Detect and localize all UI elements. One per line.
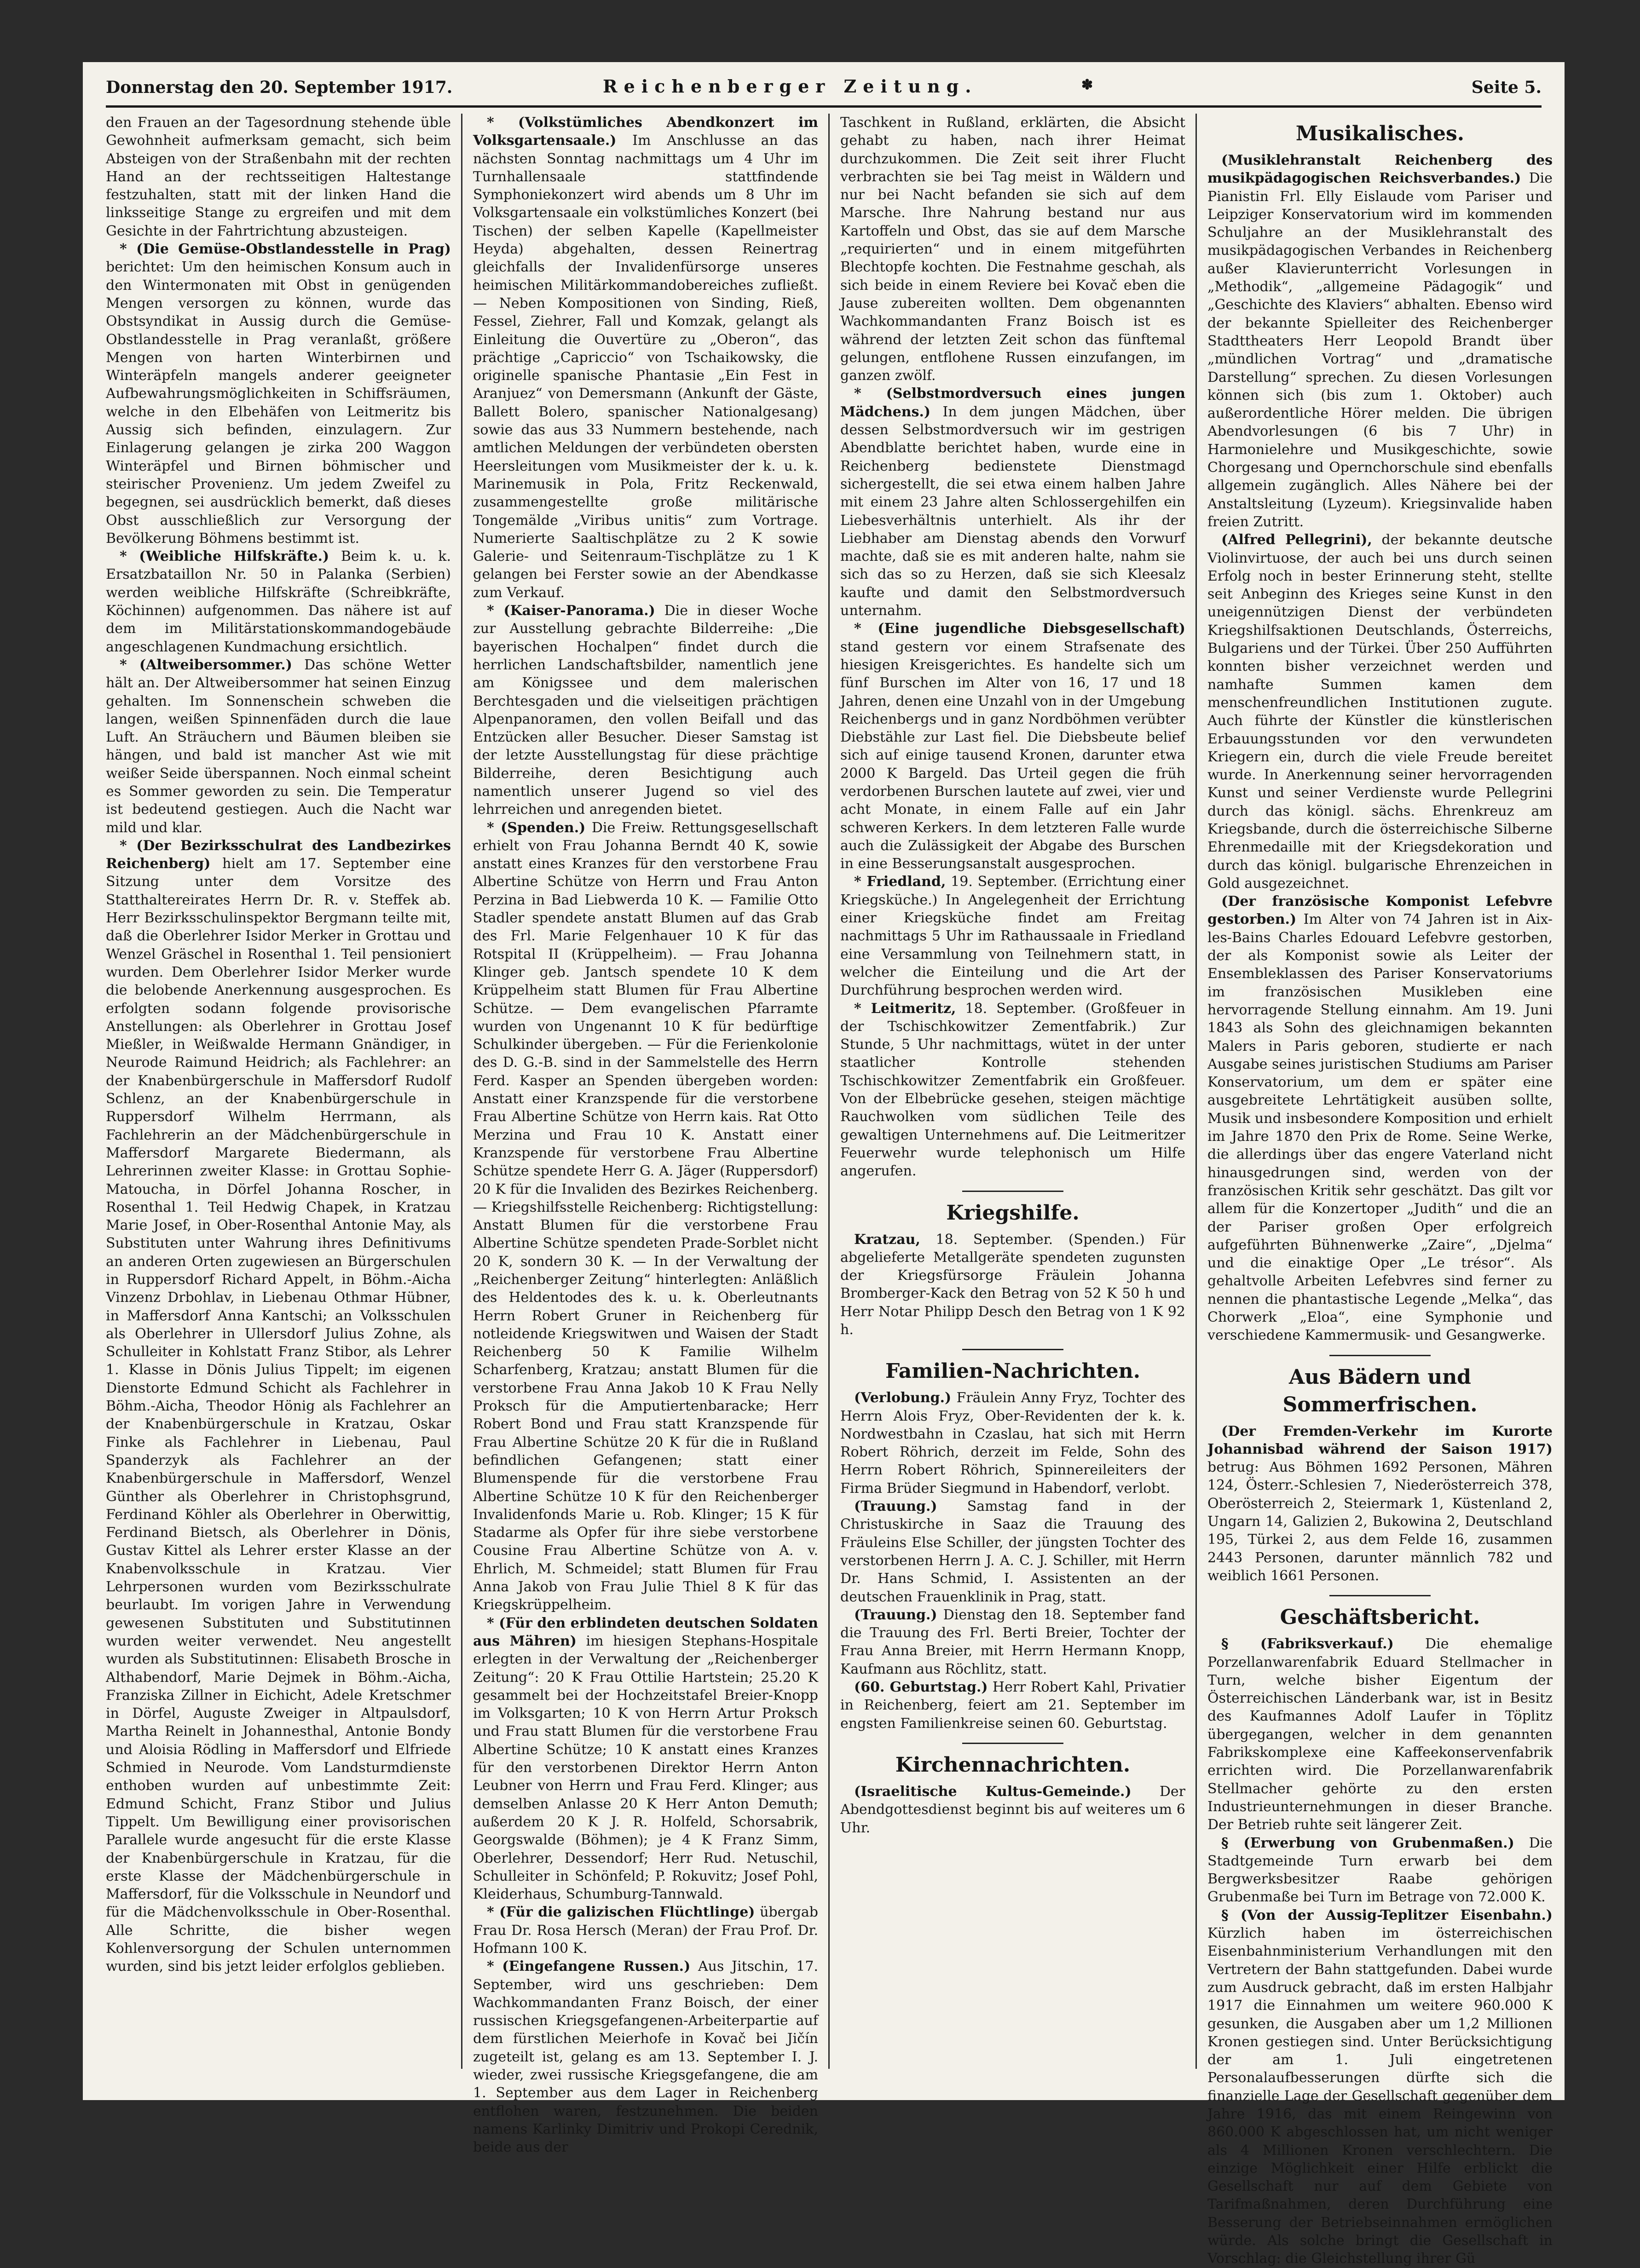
article-paragraph [473, 114, 818, 602]
article-heading: § (Erwerbung von Grubenmaßen.) [1221, 1835, 1514, 1851]
article-paragraph [106, 656, 451, 837]
article-text: Herr Robert Kahl, Privatier in Reichenberg, feiert am 21. September im engsten Familienkreise seinen 60. Geburtstag. [840, 1679, 1185, 1732]
article-text: Der Abendgottesdienst beginnt bis auf weiteres um 6 Uhr. [840, 1783, 1186, 1836]
article-text: übergab Frau Dr. Rosa Hersch (Meran) der Frau Prof. Dr. Hofmann 100 K. [473, 1904, 818, 1957]
article-paragraph [840, 620, 1185, 873]
article-text: Aus Jitschin, 17. September, wird uns geschrieben: Dem Wachkommandanten Franz Boisch, der einer russischen Kriegsgefangenen-Arbeiterpartie auf dem fürstlichen Meierhofe in Kovač bei Jičín zugeteilt ist, gelang es am 13. September I. J. wieder, zwei russische Kriegsgefangene, die am 1. September aus dem Lager in Reichenberg entflohen waren, festzunehmen. Die beiden namens Karlinky Dimitriv und Prokopi Cerednik, beide aus der [473, 1958, 818, 2156]
article-text: berichtet: Um den heimischen Konsum auch in den Wintermonaten mit Obst in genügenden Mengen versorgen zu können, wurde das Obstsyndikat in Aussig durch die Gemüse-Obstlandesstelle in Prag veranlaßt, größere Mengen von harten Winterbirnen und Winteräpfeln mangels anderer geeigneter Aufbewahrungsmöglichkeiten in Schiffsräumen, welche in den Elbehäfen von Leitmeritz bis Aussig sich befinden, einzulagern. Zur Einlagerung gelangen je zirka 200 Waggon Winteräpfel und Birnen böhmischer und steirischer Provenienz. Um jedem Zweifel zu begegnen, sei ausdrücklich bemerkt, daß dieses Obst ausschließlich zur Versorgung der Bevölkerung Böhmens bestimmt ist. [106, 259, 451, 547]
article-heading: § (Fabriksverkauf.) [1221, 1636, 1394, 1652]
newspaper-page [83, 62, 1565, 2267]
header-date: Donnerstag den 20. September 1917. [106, 78, 453, 97]
article-paragraph [840, 1000, 1185, 1180]
article-paragraph [1207, 1635, 1553, 1834]
article-paragraph [106, 240, 451, 547]
column-4 [1207, 114, 1553, 2267]
article-text: der bekannte deutsche Violinvirtuose, der auch bei uns durch seinen Erfolg noch in bester Erinnerung steht, stellte seit Anbeginn des Krieges seine Kunst in den uneigennützigen Dienst der verbündeten Kriegshilfsaktionen Deutschlands, Österreichs, Bulgariens und der Türkei. Über 250 Aufführten konnten bisher verzeichnet werden und namhafte Summen kamen dem menschenfreundlichen Institutionen zugute. Auch führte der Künstler die künstlerischen Erbauungsstunden vor den verwundeten Kriegern ein, durch die viele Freude bereitet wurde. In Anerkennung seiner hervorragenden Kunst und seiner Verdienste wurde Pellegrini durch das königl. sächs. Ehrenkreuz am Kriegsbande, durch die österreichische Silberne Ehrenmedaille mit der Kriegsdekoration und durch das königl. bulgarische Ehrenzeichen in Gold ausgezeichnet. [1207, 532, 1553, 892]
article-paragraph [106, 547, 451, 656]
article-heading: (Israelitische Kultus-Gemeinde.) [854, 1783, 1132, 1800]
article-paragraph [1207, 1834, 1553, 1906]
article-paragraph [106, 837, 451, 1976]
section-divider [962, 1743, 1063, 1744]
article-text: Beim k. u. k. Ersatzbataillon Nr. 50 in Palanka (Serbien) werden weibliche Hilfskräfte (Schreibkräfte, Köchinnen) aufgenommen. Das nähere ist auf dem im Militärstationskommandogebäude angeschlagenen Kundmachung ersichtlich. [106, 548, 451, 655]
article-heading: (60. Geburtstag.) [854, 1679, 988, 1696]
article-text: Die Pianistin Frl. Elly Eislaude vom Pariser und Leipziger Konservatorium wird im kommenden Schuljahre an der Musiklehranstalt des musikpädagogischen Verbandes in Reichenberg außer Klavierunterricht Vorlesungen in „Methodik“, „allgemeine Pädagogik“ und „Geschichte des Klaviers“ abhalten. Ebenso wird der bekannte Spielleiter des Reichenberger Stadttheaters Herr Leopold Brandt über „mündlichen Vortrag“ und „dramatische Darstellung“ sprechen. Zu diesen Vorlesungen können sich (bis zum 1. Oktober) auch außerordentliche Hörer melden. Die übrigen Abendvorlesungen (6 bis 7 Uhr) in Harmonielehre und Musikgeschichte, sowie Chorgesang und Opernchorschule sind ebenfalls allgemein zugänglich. Alles Nähere bei der Anstaltsleitung (Lyzeum). Kriegsinvalide haben freien Zutritt. [1207, 170, 1553, 530]
article-heading: * Leitmeritz, [854, 1000, 956, 1017]
article-heading: (Der französische Komponist Lefebvre gestorben.) [1207, 893, 1553, 928]
article-heading: (Trauung.) [854, 1606, 937, 1623]
article-paragraph [473, 819, 818, 1614]
article-heading: * (Spenden.) [487, 819, 586, 836]
article-paragraph [840, 1231, 1185, 1339]
section-divider [962, 1349, 1063, 1350]
article-text: 19. September. (Errichtung einer Kriegsküche.) In Angelegenheit der Errichtung einer Kriegsküche findet am Freitag nachmittags 5 Uhr im Rathaussaale in Friedland eine Versammlung von Teilnehmern statt, in welcher die Einteilung und die Art der Durchführung besprochen werden wird. [840, 874, 1185, 999]
article-heading: * (Eingefangene Russen.) [487, 1958, 691, 1975]
article-text: den Frauen an der Tagesordnung stehende üble Gewohnheit aufmerksam gemacht, sich beim Absteigen von der Straßenbahn mit der rechten Hand an der rechtsseitigen Haltestange festzuhalten, statt mit der linken Hand die linksseitige Stange zu ergreifen und mit dem Gesichte in der Fahrtrichtung abzusteigen. [106, 115, 451, 239]
page-header [106, 72, 1542, 108]
article-text: Die Stadtgemeinde Turn erwarb bei dem Bergwerksbesitzer Raabe gehörigen Grubenmaße bei Turn im Betrage von 72.000 K. [1207, 1835, 1553, 1905]
article-text: Die in dieser Woche zur Ausstellung gebrachte Bilderreihe: „Die bayerischen Hochalpen“ findet durch die herrlichen Landschaftsbilder, namentlich jene am Königssee und dem malerischen Berchtesgaden und die vielseitigen prächtigen Alpenpanoramen, den vollen Beifall und das Entzücken aller Besucher. Dieser Samstag ist der letzte Ausstellungstag für diese prächtige Bilderreihe, deren Besichtigung auch namentlich unserer Jugend so viel des lehrreichen und anregenden bietet. [473, 603, 819, 818]
article-heading: * (Volkstümliches Abendkonzert im Volksgartensaale.) [473, 115, 818, 149]
article-text: Im Alter von 74 Jahren ist in Aix-les-Bains Charles Edouard Lefebvre gestorben, der als Komponist sowie als Leiter der Ensembleklassen des Pariser Konservatoriums im französischen Musikleben eine hervorragende Stellung einnahm. Am 19. Juni 1843 als Sohn des gleichnamigen bekannten Malers in Paris geboren, studierte er nach Ausgabe seines juristischen Studiums am Pariser Konservatorium, um dem er später eine ausgebreitete Lehrtätigkeit ausüben sollte, Musik und insbesondere Komposition und erhielt im Jahre 1870 den Prix de Rome. Seine Werke, die allerdings über das engere Vaterland nicht hinausgedrungen sind, werden von der französischen Kritik sehr geschätzt. Das gilt vor allem für die Konzertoper „Judith“ und die an der Pariser großen Oper erfolgreich aufgeführten Bühnenwerke „Zaire“, „Djelma“ und die einaktige Oper „Le trésor“. Als gehaltvolle Arbeiten Lefebvres sind ferner zu nennen die phantastische Legende „Melka“, das Chorwerk „Eloa“, eine Symphonie und verschiedene Kammermusik- und Gesangwerke. [1207, 911, 1553, 1344]
article-heading: Kratzau, [854, 1231, 920, 1248]
article-paragraph [840, 385, 1185, 620]
column-2 [473, 114, 819, 2156]
section-heading-baeder: Aus Bädern und Sommerfrischen. [1282, 1365, 1478, 1416]
article-paragraph [473, 602, 818, 819]
article-paragraph [840, 1678, 1185, 1733]
article-text: Das schöne Wetter hält an. Der Altweibersommer hat seinen Einzug gehalten. Im Sonnenschein schweben die langen, weißen Spinnenfäden durch die laue Luft. An Sträuchern und Bäumen bleiben sie hängen, und bald ist mancher Ast wie mit weißer Seide überspannen. Noch einmal scheint es Sommer geworden zu sein. Die Temperatur ist bedeutend gestiegen. Auch die Nacht war mild und klar. [106, 656, 451, 836]
article-paragraph [1207, 1422, 1553, 1585]
article-paragraph [840, 1606, 1185, 1678]
article-heading: (Trauung.) [854, 1498, 937, 1515]
article-text: 18. September. (Spenden.) Für abgelieferte Metallgeräte spendeten zugunsten der Kriegsfürsorge Fräulein Johanna Bromberger-Kack den Betrag von 52 K 50 h und Herr Notar Philipp Desch den Betrag von 1 K 92 h. [840, 1231, 1185, 1338]
article-paragraph [840, 1497, 1185, 1606]
article-heading: * (Der Bezirksschulrat des Landbezirkes Reichenberg) [106, 837, 451, 872]
article-paragraph [473, 1614, 818, 1904]
article-heading: (Musiklehranstalt Reichenberg des musikpädagogischen Reichsverbandes.) [1207, 152, 1553, 187]
section-heading-kriegshilfe: Kriegshilfe. [946, 1201, 1080, 1225]
section-divider [1329, 1355, 1431, 1356]
section-divider [962, 1191, 1063, 1192]
article-heading: * (Selbstmordversuch eines jungen Mädchens.) [840, 386, 1185, 420]
article-heading: § (Von der Aussig-Teplitzer Eisenbahn.) [1221, 1907, 1553, 1923]
section-heading-familien: Familien-Nachrichten. [885, 1359, 1141, 1383]
article-text: Samstag fand in der Christuskirche in Saaz die Trauung des Fräuleins Else Schiller, der jüngsten Tochter des verstorbenen Herrn J. A. C. J. Schiller, mit Herrn Dr. Hans Schmid, I. Assistenten an der deutschen Frauenklinik in Prag, statt. [840, 1498, 1185, 1605]
article-paragraph [1207, 531, 1553, 892]
article-paragraph [473, 1957, 818, 2156]
article-text: Fräulein Anny Fryz, Tochter des Herrn Alois Fryz, Ober-Revidenten der k. k. Nordwestbahn in Czaslau, hat sich mit Herrn Robert Röhrich, derzeit im Felde, Sohn des Herrn Robert Röhrich, Spinnereileiters der Firma Brüder Siegmund in Habendorf, verlobt. [840, 1390, 1185, 1497]
article-heading: (Verlobung.) [854, 1390, 952, 1406]
article-text: betrug: Aus Böhmen 1692 Personen, Mähren 124, Österr.-Schlesien 7, Niederösterreich 378, Oberösterreich 2, Steiermark 1, Küstenland 2, Ungarn 14, Galizien 2, Bukowina 2, Deutschland 195, Türkei 2, aus dem Felde 16, zusammen 2443 Personen, darunter männlich 782 und weiblich 1661 Personen. [1207, 1459, 1553, 1584]
section-heading-geschaeft: Geschäftsbericht. [1280, 1606, 1480, 1629]
section-heading-musik: Musikalisches. [1295, 122, 1465, 145]
header-ornament: ✽ [1081, 77, 1093, 93]
article-paragraph [840, 1783, 1185, 1837]
article-heading: * (Für den erblindeten deutschen Soldaten aus Mähren) [473, 1615, 818, 1649]
article-text: Im Anschlusse an das nächsten Sonntag nachmittags um 4 Uhr im Turnhallensaale stattfindende Symphoniekonzert wird abends um 8 Uhr im Volksgartensaale ein volkstümliches Konzert (bei Tischen) der selben Kapelle (Kapellmeister Heyda) abgehalten, dessen Reinertrag gleichfalls der Invalidenfürsorge unseres heimischen Militärkommandobereiches zufließt. — Neben Kompositionen von Sinding, Rieß, Fessel, Ziehrer, Fall und Komzak, gelangt als Einleitung die Ouvertüre zu „Oberon“, das prächtige „Capriccio“ von Tschaikowsky, die originelle spanische Phantasie „Ein Fest in Aranjuez“ von Demersmann (Ankunft der Gäste, Ballett Bolero, spanischer Nationalgesang) sowie das aus 33 Nummern bestehende, nach amtlichen Meldungen der verbündeten obersten Heersleitungen vom Musikmeister der k. u. k. Marinemusik in Pola, Fritz Reckenwald, zusammengestellte große militärische Tongemälde „Viribus unitis“ zum Vortrage. Numerierte Saaltischplätze zu 2 K sowie Galerie- und Seitenraum-Tischplätze zu 1 K gelangen bei Ferster sowie an der Abendkasse zum Verkauf. [473, 132, 818, 601]
article-text: Taschkent in Rußland, erklärten, die Absicht gehabt zu haben, nach ihrer Heimat durchzukommen. Die Zeit seit ihrer Flucht verbrachten sie bei Tag meist in Wäldern und nur bei Nacht befanden sie sich auf dem Marsche. Ihre Nahrung bestand nur aus Kartoffeln und Obst, das sie auf dem Marsche „requirierten“ und in einem mitgeführten Blechtopfe kochten. Die Festnahme geschah, als sich beide in einem Reviere bei Kovač eben die Jause zubereiten wollten. Dem obgenannten Wachkommandanten Franz Boisch ist es während der letzten Zeit schon das fünftemal gelungen, entflohene Russen einzufangen, im ganzen zwölf. [840, 115, 1185, 384]
article-text: Dienstag den 18. September fand die Trauung des Frl. Berti Breier, Tochter der Frau Anna Breier, mit Herrn Hermann Knopp, Kaufmann aus Röchlitz, statt. [840, 1606, 1185, 1677]
article-heading: * Friedland, [854, 874, 946, 890]
article-heading: * (Altweibersommer.) [120, 656, 292, 673]
column-rule [461, 114, 462, 2069]
article-paragraph [1207, 892, 1553, 1344]
article-text: 18. September. (Großfeuer in der Tschischkowitzer Zementfabrik.) Zur Stunde, 5 Uhr nachmittags, wütet in der unter staatlicher Kontrolle stehenden Tschischkowitzer Zementfabrik ein Großfeuer. Von der Elbebrücke gesehen, steigen mächtige Rauchwolken vom südlichen Teile des gewaltigen Unternehmens auf. Die Leitmeritzer Feuerwehr wurde telephonisch um Hilfe angerufen. [840, 1000, 1186, 1180]
article-heading: * (Eine jugendliche Diebsgesellschaft) [854, 621, 1185, 637]
article-text: Die Freiw. Rettungsgesellschaft erhielt von Frau Johanna Berndt 40 K, sowie anstatt eines Kranzes für den verstorbene Frau Albertine Schütze von Herrn und Frau Anton Perzina in Bad Liebwerda 10 K. — Familie Otto Stadler spendete anstatt Blumen auf das Grab des Frl. Marie Felgenhauer 10 K für das Rotspital II (Krüppelheim). — Frau Johanna Klinger geb. Jantsch spendete 10 K dem Krüppelheim statt Blumen für Frau Albertine Schütze. — Dem evangelischen Pfarramte wurden von Ungenannt 10 K für bedürftige Schulkinder übergeben. — Für die Ferienkolonie des D. G.-B. sind in der Sammelstelle des Herrn Ferd. Kasper an Spenden übergeben worden: Anstatt einer Kranzspende für die verstorbene Frau Albertine Schütze von Herrn kais. Rat Otto Merzina und Frau 10 K. Anstatt einer Kranzspende für verstorbene Frau Albertine Schütze spendete Herr G. A. Jäger (Ruppersdorf) 20 K für die Invaliden des Bezirkes Reichenberg. — Kriegshilfsstelle Reichenberg: Richtigstellung: Anstatt Blumen für die verstorbene Frau Albertine Schütze spendeten Prade-Sorblet nicht 20 K, sondern 30 K. — In der Verwaltung der „Reichenberger Zeitung“ hinterlegten: Anläßlich des Heldentodes des k. u. k. Oberleutnants Herrn Robert Gruner in Reichenberg für notleidende Kriegswitwen und Waisen der Stadt Reichenberg 50 K Familie Wilhelm Scharfenberg, Kratzau; anstatt Blumen für die verstorbene Frau Anna Jakob 10 K Frau Nelly Proksch für die Amputiertenbaracke; Herr Robert Bond und Frau statt Kranzspende für Frau Albertine Schütze 20 K für die in Rußland befindlichen Gefangenen; statt einer Blumenspende für die verstorbene Frau Albertine Schütze 10 K für den Reichenberger Invalidenfonds Marie u. Rob. Klinger; 15 K für Stadarme als Opfer für ihre siebe verstorbene Cousine Frau Albertine Schütze von A. v. Ehrlich, M. Schmeidel; statt Blumen für Frau Anna Jakob von Frau Julie Thiel 8 K für das Kriegskrüppelheim. [473, 819, 818, 1613]
column-rule [828, 114, 830, 2069]
page-number: Seite 5. [1471, 78, 1542, 97]
article-paragraph [1207, 1906, 1553, 2268]
article-paragraph [840, 1389, 1185, 1497]
column-1 [106, 114, 451, 2069]
article-text: hielt am 17. September eine Sitzung unter dem Vorsitze des Statthaltereirates Herrn Dr. R. v. Steffek ab. Herr Bezirksschulinspektor Bergmann teilte mit, daß die Oberlehrer Isidor Merker in Grottau und Wenzel Gräschel in Rosenthal 1. Teil pensioniert wurden. Dem Oberlehrer Isidor Merker wurde die belobende Anerkennung ausgesprochen. Es erfolgten sodann folgende provisorische Anstellungen: als Oberlehrer in Grottau Josef Mießler, in Weißwalde Hermann Gnändiger, in Neurode Raimund Heidrich; als Fachlehrer: an der Knabenbürgerschule in Maffersdorf Rudolf Schlenz, an der Knabenbürgerschule in Ruppersdorf Wilhelm Herrmann, als Fachlehrerin an der Mädchenbürgerschule in Maffersdorf Margarete Biedermann, als Lehrerinnen zweiter Klasse: in Grottau Sophie-Matoucha, in Dörfel Johanna Roscher, in Rosenthal 1. Teil Hedwig Chapek, in Kratzau Marie Josef, in Ober-Rosenthal Antonie May, als Substituten unter Wahrung ihres Definitivums an anderen Orten zugewiesen an Bürgerschulen in Ruppersdorf Richard Appelt, in Böhm.-Aicha Vinzenz Drbohlav, in Liebenau Othmar Hübner, in Maffersdorf Anna Kantschi; an Volksschulen als Oberlehrer in Ullersdorf Julius Zohne, als Schulleiter in Kohlstatt Franz Stibor, als Lehrer 1. Klasse in Dönis Julius Tippelt; im eigenen Dienstorte Edmund Schicht als Fachlehrer in Böhm.-Aicha, Theodor Hönig als Fachlehrer an der Knabenbürgerschule in Kratzau, Oskar Finke als Fachlehrer in Liebenau, Paul Spanderzyk als Fachlehrer an der Knabenbürgerschule in Maffersdorf, Wenzel Günther als Oberlehrer in Christophsgrund, Ferdinand Köhler als Oberlehrer in Oberwittig, Ferdinand Bietsch, als Oberlehrer in Dönis, Gustav Kittel als Lehrer erster Klasse an der Knabenvolksschule in Kratzau. Vier Lehrpersonen wurden vom Bezirksschulrate beurlaubt. Im vorigen Jahre in Verwendung gewesenen Substituten und Substitutinnen wurden weiter verwendet. Neu angestellt wurden als Substitutinnen: Elisabeth Brosche in Althabendorf, Marie Dejmek in Böhm.-Aicha, Franziska Zillner in Eichicht, Adele Kretschmer in Dörfel, Auguste Zweiger in Altpaulsdorf, Martha Reinelt in Johannesthal, Antonie Bondy und Aloisia Rödling in Maffersdorf und Elfriede Schmied in Neurode. Vom Landsturmdienste enthoben wurden auf unbestimmte Zeit: Edmund Schicht, Franz Stibor und Julius Tippelt. Um Bewilligung einer provisorischen Parallele wurde angesucht für die erste Klasse der Knabenbürgerschule in Kratzau, für die erste Klasse der Mädchenbürgerschule in Maffersdorf, für die Volksschule in Neundorf und für die Mädchenvolksschule in Ober-Rosenthal. Alle Schritte, die bisher wegen Kohlenversorgung der Schulen unternommen wurden, sind bis jetzt leider erfolglos geblieben. [106, 856, 451, 1975]
section-divider [1329, 1595, 1431, 1596]
article-heading: * (Für die galizischen Flüchtlinge) [487, 1904, 755, 1921]
article-paragraph [1207, 151, 1553, 531]
article-paragraph [840, 873, 1185, 999]
article-text: im hiesigen Stephans-Hospitale erlegten in der Verwaltung der „Reichenberger Zeitung“: 20 K Frau Ottilie Hartstein; 25.20 K gesammelt bei der Hochzeitstafel Breier-Knopp im Volksgarten; 10 K von Herrn Artur Proksch und Frau statt Blumen für die verstorbene Frau Albertine Schütze; 10 K anstatt eines Kranzes für den verstorbenen Direktor Herrn Anton Leubner von Herrn und Frau Ferd. Klinger; aus demselben Anlasse 20 K Herr Anton Demuth; außerdem 20 K J. R. Holfeld, Schorsabrik, Georgswalde (Böhmen); je 4 K Franz Simm, Oberlehrer, Dessendorf; Herr Rud. Netuschil, Schulleiter in Schönfeld; P. Rokuvitz; Josef Pohl, Kleiderhaus, Schumburg-Tannwald. [473, 1633, 818, 1903]
article-heading: * (Kaiser-Panorama.) [487, 603, 655, 619]
section-heading-kirche: Kirchennachrichten. [895, 1753, 1131, 1777]
column-3 [840, 114, 1185, 2069]
article-heading: (Der Fremden-Verkehr im Kurorte Johannisbad während der Saison 1917) [1207, 1423, 1553, 1457]
article-text: Kürzlich haben im österreichischen Eisenbahnministerium Verhandlungen mit den Vertretern der Bahn stattgefunden. Dabei wurde zum Ausdruck gebracht, daß im ersten Halbjahr 1917 die Einnahmen um weitere 960.000 K gesunken, die Ausgaben aber um 1,2 Millionen Kronen gestiegen sind. Unter Berücksichtigung der am 1. Juli eingetretenen Personalaufbesserungen dürfte sich die finanzielle Lage der Gesellschaft gegenüber dem Jahre 1916, das mit einem Reingewinn von 860.000 K abgeschlossen hat, um nicht weniger als 4 Millionen Kronen verschlechtern. Die einzige Möglichkeit einer Hilfe erblickt die Gesellschaft nur auf dem Gebiete von Tarifmaßnahmen, deren Durchführung eine Besserung der Betriebseinnahmen ermöglichen würde. Als solche bringt die Gesellschaft in Vorschlag: die Gleichstellung ihrer Gü [1207, 1925, 1553, 2267]
article-heading: (Alfred Pellegrini), [1221, 532, 1372, 548]
article-text: In dem jungen Mädchen, über dessen Selbstmordversuch wir im gestrigen Abendblatte berichtet haben, wurde eine in Reichenberg bedienstete Dienstmagd sichergestellt, die sei etwa einem halben Jahre mit einem 23 Jahre alten Schlossergehilfen ein Liebesverhältnis unterhielt. Als ihr der Liebhaber am Dienstag abends den Vorwurf machte, daß sie es mit anderen halte, nahm sie sich das so zu Herzen, daß sie sich Kleesalz kaufte und damit den Selbstmordversuch unternahm. [840, 403, 1185, 619]
article-heading: * (Weibliche Hilfskräfte.) [120, 548, 329, 565]
newspaper-title: Reichenberger Zeitung. [603, 76, 978, 97]
column-rule [1195, 114, 1197, 2069]
article-heading: * (Die Gemüse-Obstlandesstelle in Prag) [120, 241, 451, 258]
article-paragraph [473, 1903, 818, 1957]
article-text: stand gestern vor einem Strafsenate des hiesigen Kreisgerichtes. Es handelte sich um fünf Burschen im Alter von 16, 17 und 18 Jahren, denen eine Unzahl von in der Umgebung Reichenbergs und in ganz Nordböhmen verübter Diebstähle zur Last fiel. Die Diebsbeute belief sich auf einige tausend Kronen, darunter etwa 2000 K Bargeld. Das Urteil gegen die früh verdorbenen Burschen lautete auf zwei, vier und acht Monate, in einem Falle auf ein Jahr schweren Kerkers. In dem letzteren Falle wurde auch die Zulässigkeit der Abgabe des Burschen in eine Besserungsanstalt ausgesprochen. [840, 639, 1185, 872]
article-text: Die ehemalige Porzellanwarenfabrik Eduard Stellmacher in Turn, welche bisher Eigentum der Österreichischen Länderbank war, ist in Besitz des Kaufmannes Adolf Laufer in Töplitz übergegangen, welcher in dem genannten Fabrikskomplexe eine Kaffeekonservenfabrik errichten wird. Die Porzellanwarenfabrik Stellmacher gehörte zu den ersten Industrieunternehmungen in dieser Branche. Der Betrieb ruhte seit längerer Zeit. [1207, 1636, 1553, 1833]
